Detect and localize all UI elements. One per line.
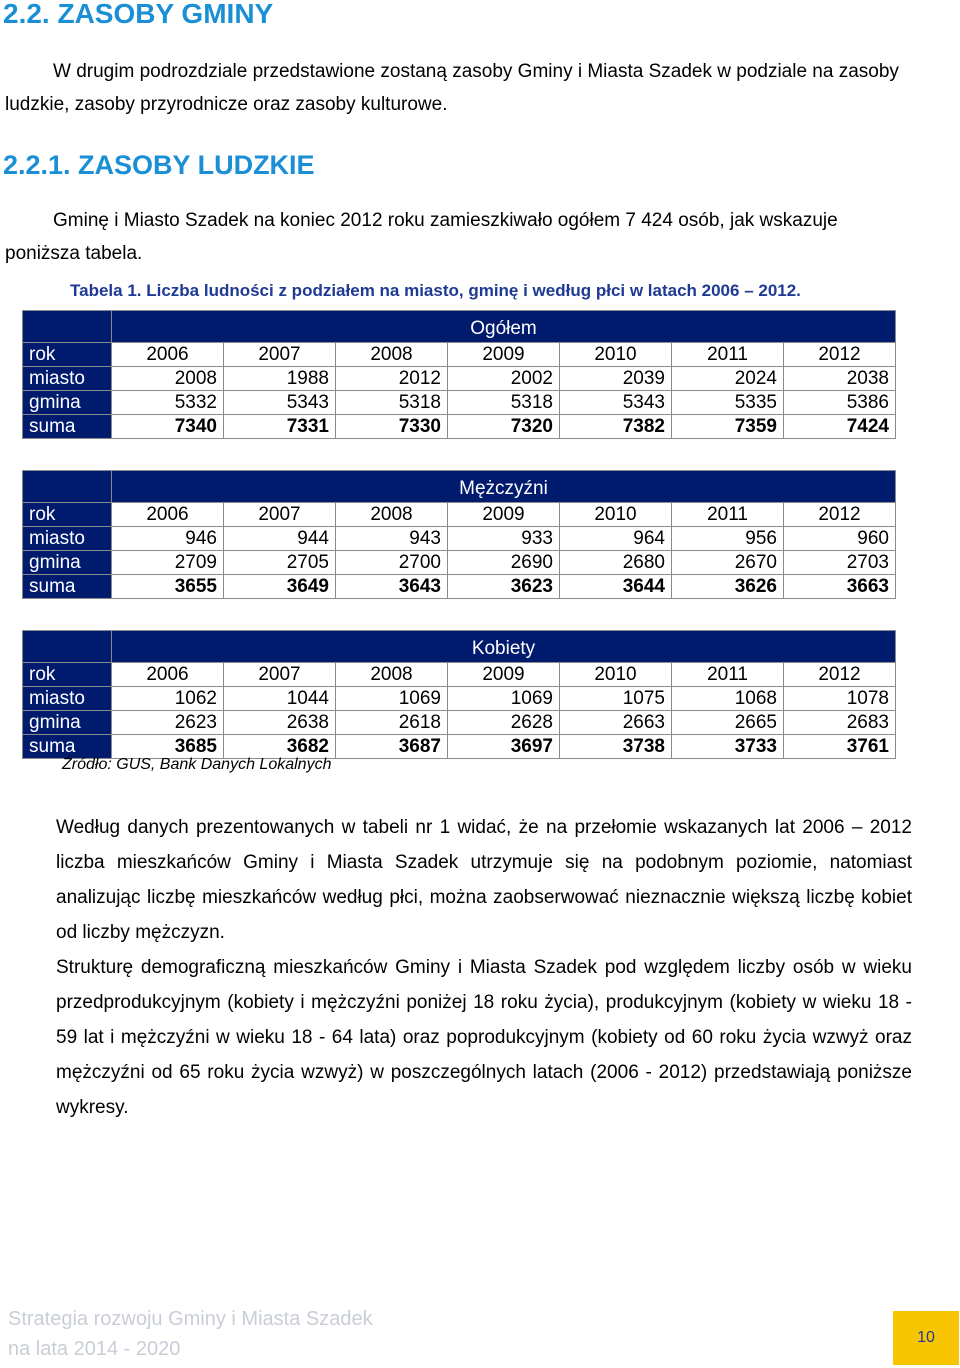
- table-row: [23, 503, 896, 527]
- table-row: [23, 711, 896, 735]
- table-cell: 2703: [784, 551, 896, 575]
- page-number: 10: [893, 1311, 959, 1365]
- table-corner-cell: [23, 631, 112, 663]
- table-cell: 7330: [336, 415, 448, 439]
- table-cell: 2006: [112, 503, 224, 527]
- subsection-heading: 2.2.1. ZASOBY LUDZKIE: [3, 150, 315, 180]
- table-section-header: Mężczyźni: [112, 471, 896, 503]
- row-label: miasto: [23, 367, 112, 391]
- table-cell: 960: [784, 527, 896, 551]
- row-label: miasto: [23, 527, 112, 551]
- table-total: [22, 310, 896, 439]
- table-section-row: [23, 471, 896, 503]
- table-cell: 2007: [224, 503, 336, 527]
- table-cell: 2690: [448, 551, 560, 575]
- table-cell: 3738: [560, 735, 672, 759]
- table-section-header: Kobiety: [112, 631, 896, 663]
- table-row: [23, 663, 896, 687]
- table-cell: 2010: [560, 663, 672, 687]
- table-cell: 7424: [784, 415, 896, 439]
- table-cell: 1069: [448, 687, 560, 711]
- body-paragraph-2: Strukturę demograficzną mieszkańców Gminy i Miasta Szadek pod względem liczby osób w wieku przedprodukcyjnym (kobiety i mężczyźni poniżej 18 roku życia), produkcyjnym (kobiety w wieku 18 - 59 lat i mężczyźni w wieku 18 - 64 lata) oraz poprodukcyjnym (kobiety od 60 roku życia wzwyż oraz mężczyźni od 65 roku życia wzwyż) w poszczególnych latach (2006 - 2012) przedstawiają poniższe wykresy.: [56, 957, 912, 1118]
- table-cell: 2009: [448, 503, 560, 527]
- table-cell: 7359: [672, 415, 784, 439]
- table-cell: 1988: [224, 367, 336, 391]
- table-cell: 3682: [224, 735, 336, 759]
- table-caption: Tabela 1. Liczba ludności z podziałem na miasto, gminę i według płci w latach 2006 – 2012.: [70, 281, 801, 300]
- table-cell: 1068: [672, 687, 784, 711]
- table-cell: 2618: [336, 711, 448, 735]
- footer-subtitle: na lata 2014 - 2020: [8, 1338, 181, 1360]
- table-cell: 2039: [560, 367, 672, 391]
- table-cell: 5335: [672, 391, 784, 415]
- row-label: rok: [23, 343, 112, 367]
- table-section-row: [23, 311, 896, 343]
- table-cell: 3644: [560, 575, 672, 599]
- table-cell: 3685: [112, 735, 224, 759]
- row-label: suma: [23, 415, 112, 439]
- table-cell: 3643: [336, 575, 448, 599]
- table-cell: 5386: [784, 391, 896, 415]
- table-cell: 2628: [448, 711, 560, 735]
- table-cell: 2012: [784, 663, 896, 687]
- table-row: [23, 687, 896, 711]
- table-cell: 2008: [336, 503, 448, 527]
- row-label: suma: [23, 735, 112, 759]
- table-row: [23, 391, 896, 415]
- table-row: [23, 527, 896, 551]
- table-cell: 5318: [336, 391, 448, 415]
- table-cell: 2663: [560, 711, 672, 735]
- table-cell: 2709: [112, 551, 224, 575]
- table-cell: 2010: [560, 343, 672, 367]
- table-cell: 7331: [224, 415, 336, 439]
- table-cell: 2012: [784, 503, 896, 527]
- table-cell: 2010: [560, 503, 672, 527]
- table-cell: 943: [336, 527, 448, 551]
- table-cell: 2002: [448, 367, 560, 391]
- table-cell: 2007: [224, 343, 336, 367]
- table-cell: 2008: [336, 343, 448, 367]
- table-cell: 2705: [224, 551, 336, 575]
- footer: [8, 1304, 373, 1364]
- table-corner-cell: [23, 471, 112, 503]
- table-cell: 2024: [672, 367, 784, 391]
- table-men: [22, 470, 896, 599]
- table-cell: 2012: [784, 343, 896, 367]
- table-cell: 3649: [224, 575, 336, 599]
- table-cell: 7320: [448, 415, 560, 439]
- table-cell: 3655: [112, 575, 224, 599]
- table-women: [22, 630, 896, 759]
- table-section-header: Ogółem: [112, 311, 896, 343]
- table-cell: 2665: [672, 711, 784, 735]
- table-cell: 7382: [560, 415, 672, 439]
- table-cell: 2700: [336, 551, 448, 575]
- table-cell: 3687: [336, 735, 448, 759]
- table-cell: 944: [224, 527, 336, 551]
- row-label: suma: [23, 575, 112, 599]
- table-cell: 5332: [112, 391, 224, 415]
- table-cell: 2006: [112, 663, 224, 687]
- table-cell: 2008: [336, 663, 448, 687]
- table-cell: 2011: [672, 503, 784, 527]
- table-cell: 2007: [224, 663, 336, 687]
- table-cell: 7340: [112, 415, 224, 439]
- subsection-intro: Gminę i Miasto Szadek na koniec 2012 roku zamieszkiwało ogółem 7 424 osób, jak wskazuje poniższa tabela.: [5, 210, 838, 264]
- table-cell: 956: [672, 527, 784, 551]
- table-cell: 3733: [672, 735, 784, 759]
- table-cell: 2012: [336, 367, 448, 391]
- table-cell: 2011: [672, 343, 784, 367]
- table-row: [23, 343, 896, 367]
- table-cell: 2006: [112, 343, 224, 367]
- table-cell: 2009: [448, 343, 560, 367]
- table-cell: 2008: [112, 367, 224, 391]
- row-label: rok: [23, 503, 112, 527]
- table-cell: 3761: [784, 735, 896, 759]
- table-cell: 3623: [448, 575, 560, 599]
- body-paragraph-1: Według danych prezentowanych w tabeli nr 1 widać, że na przełomie wskazanych lat 2006 – 2012 liczba mieszkańców Gminy i Miasta Szadek utrzymuje się na podobnym poziomie, natomiast analizując liczbę mieszkańców według płci, można zaobserwować nieznacznie większą liczbę kobiet od liczby mężczyzn.: [56, 817, 912, 943]
- table-cell: 933: [448, 527, 560, 551]
- table-section-row: [23, 631, 896, 663]
- intro-paragraph: W drugim podrozdziale przedstawione zostaną zasoby Gminy i Miasta Szadek w podziale na zasoby ludzkie, zasoby przyrodnicze oraz zasoby kulturowe.: [5, 61, 899, 115]
- table-source: Źródło: GUS, Bank Danych Lokalnych: [62, 756, 332, 773]
- table-cell: 3626: [672, 575, 784, 599]
- table-cell: 1078: [784, 687, 896, 711]
- table-cell: 2623: [112, 711, 224, 735]
- table-cell: 1062: [112, 687, 224, 711]
- table-cell: 2638: [224, 711, 336, 735]
- table-cell: 5318: [448, 391, 560, 415]
- table-row: [23, 367, 896, 391]
- table-cell: 3663: [784, 575, 896, 599]
- row-label: gmina: [23, 391, 112, 415]
- table-cell: 5343: [224, 391, 336, 415]
- row-label: gmina: [23, 711, 112, 735]
- table-row: [23, 415, 896, 439]
- table-cell: 964: [560, 527, 672, 551]
- table-cell: 3697: [448, 735, 560, 759]
- table-cell: 1075: [560, 687, 672, 711]
- table-cell: 5343: [560, 391, 672, 415]
- table-cell: 946: [112, 527, 224, 551]
- table-cell: 2683: [784, 711, 896, 735]
- table-corner-cell: [23, 311, 112, 343]
- table-cell: 1069: [336, 687, 448, 711]
- footer-title: Strategia rozwoju Gminy i Miasta Szadek: [8, 1308, 373, 1330]
- row-label: miasto: [23, 687, 112, 711]
- table-row: [23, 735, 896, 759]
- section-heading: 2.2. ZASOBY GMINY: [3, 0, 274, 29]
- table-cell: 2038: [784, 367, 896, 391]
- table-cell: 2670: [672, 551, 784, 575]
- table-cell: 2009: [448, 663, 560, 687]
- table-cell: 2680: [560, 551, 672, 575]
- table-row: [23, 551, 896, 575]
- table-cell: 1044: [224, 687, 336, 711]
- row-label: rok: [23, 663, 112, 687]
- table-row: [23, 575, 896, 599]
- table-cell: 2011: [672, 663, 784, 687]
- row-label: gmina: [23, 551, 112, 575]
